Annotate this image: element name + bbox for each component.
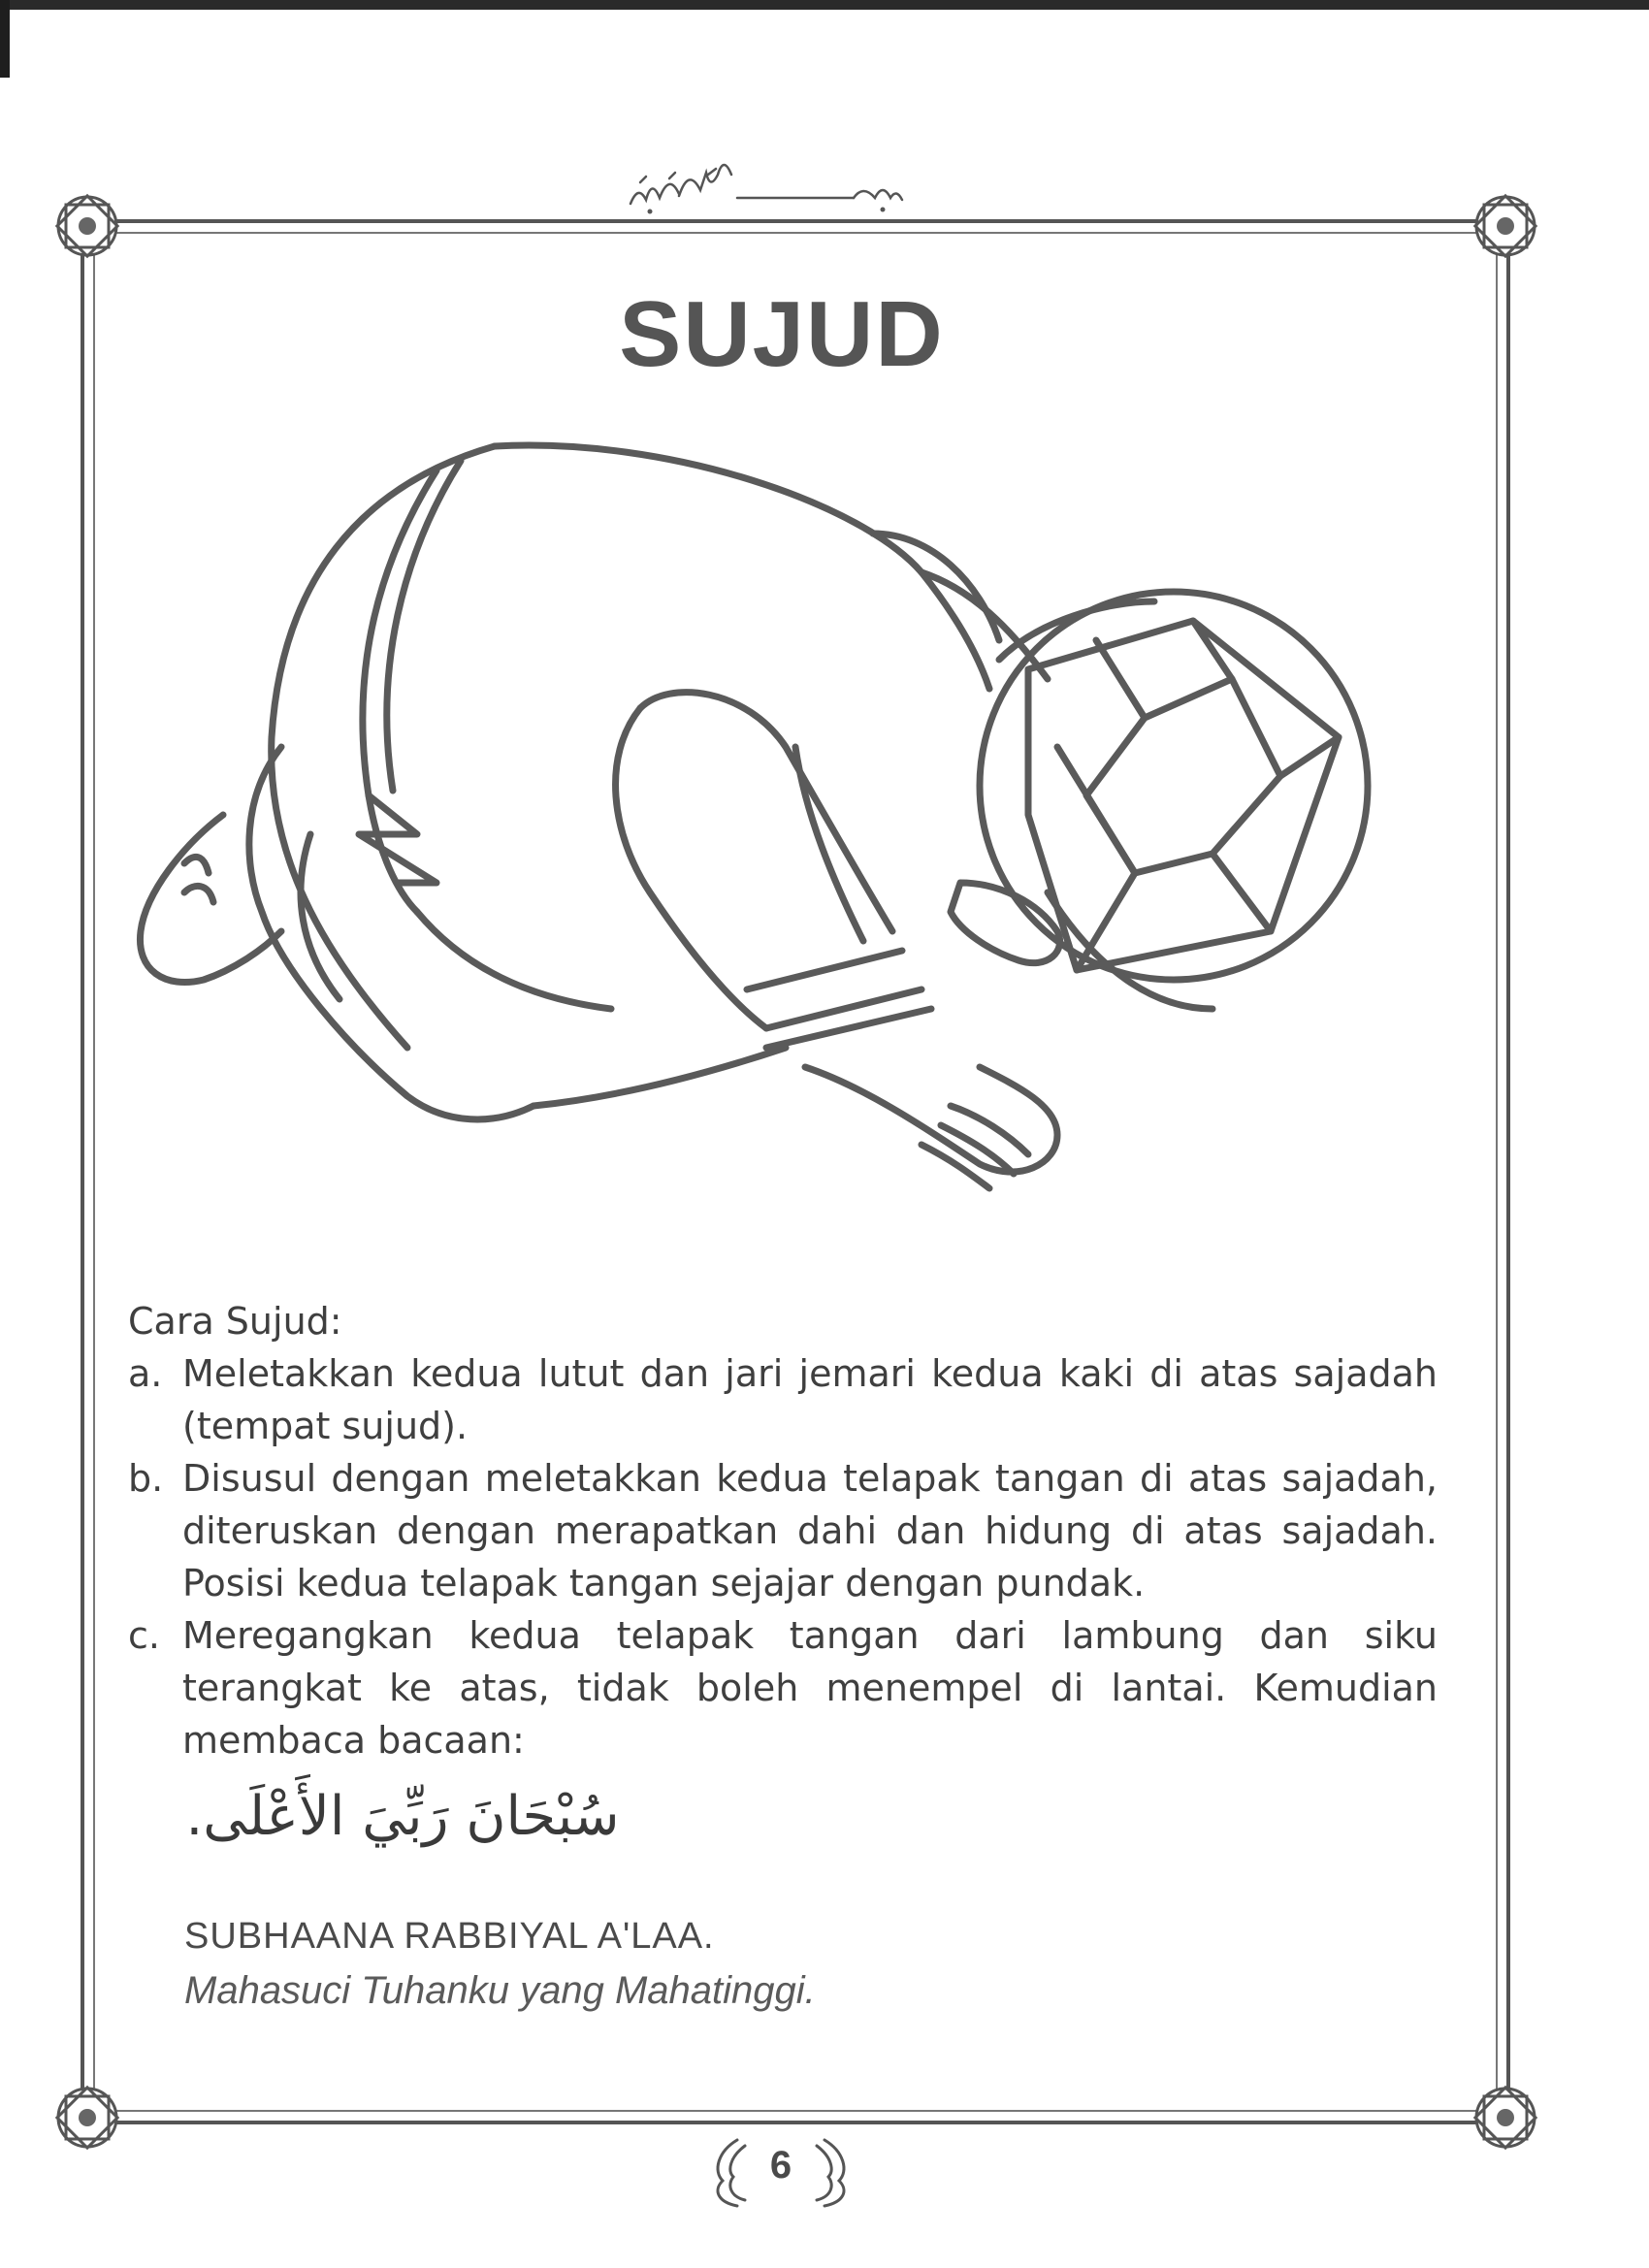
page-number: 6	[769, 2144, 792, 2187]
page-title: SUJUD	[619, 282, 945, 386]
corner-ornament-top-left	[57, 196, 117, 256]
corner-ornament-bottom-right	[1475, 2088, 1536, 2148]
recitation-translation: Mahasuci Tuhanku yang Mahatinggi.	[184, 1969, 816, 2012]
step-letter: a.	[128, 1352, 163, 1395]
instruction-step-c	[128, 1609, 1438, 1766]
instruction-step-a	[128, 1347, 1438, 1452]
step-letter: c.	[128, 1614, 160, 1657]
instructions-heading: Cara Sujud:	[128, 1300, 342, 1343]
sujud-illustration	[126, 427, 1416, 1222]
step-text: Disusul dengan meletakkan kedua telapak tangan di atas sajadah, diteruskan dengan merapatkan dahi dan hidung di atas sajadah. Posisi kedua telapak tangan sejajar dengan pundak.	[182, 1457, 1438, 1604]
instruction-step-b	[128, 1452, 1438, 1609]
bismillah-calligraphy	[611, 155, 922, 223]
corner-ornament-top-right	[1475, 196, 1536, 256]
recitation-transliteration: SUBHAANA RABBIYAL A'LAA.	[184, 1916, 715, 1957]
arabic-recitation: سُبْحَانَ رَبِّيَ الأَعْلَى.	[185, 1785, 620, 1848]
corner-ornament-bottom-left	[57, 2088, 117, 2148]
instructions	[128, 1295, 1438, 1766]
step-letter: b.	[128, 1457, 164, 1500]
step-text: Meletakkan kedua lutut dan jari jemari kedua kaki di atas sajadah (tempat sujud).	[182, 1352, 1438, 1447]
page-number-ornament	[698, 2132, 863, 2210]
step-text: Meregangkan kedua telapak tangan dari lambung dan siku terangkat ke atas, tidak boleh menempel di lantai. Kemudian membaca bacaan:	[182, 1614, 1438, 1762]
